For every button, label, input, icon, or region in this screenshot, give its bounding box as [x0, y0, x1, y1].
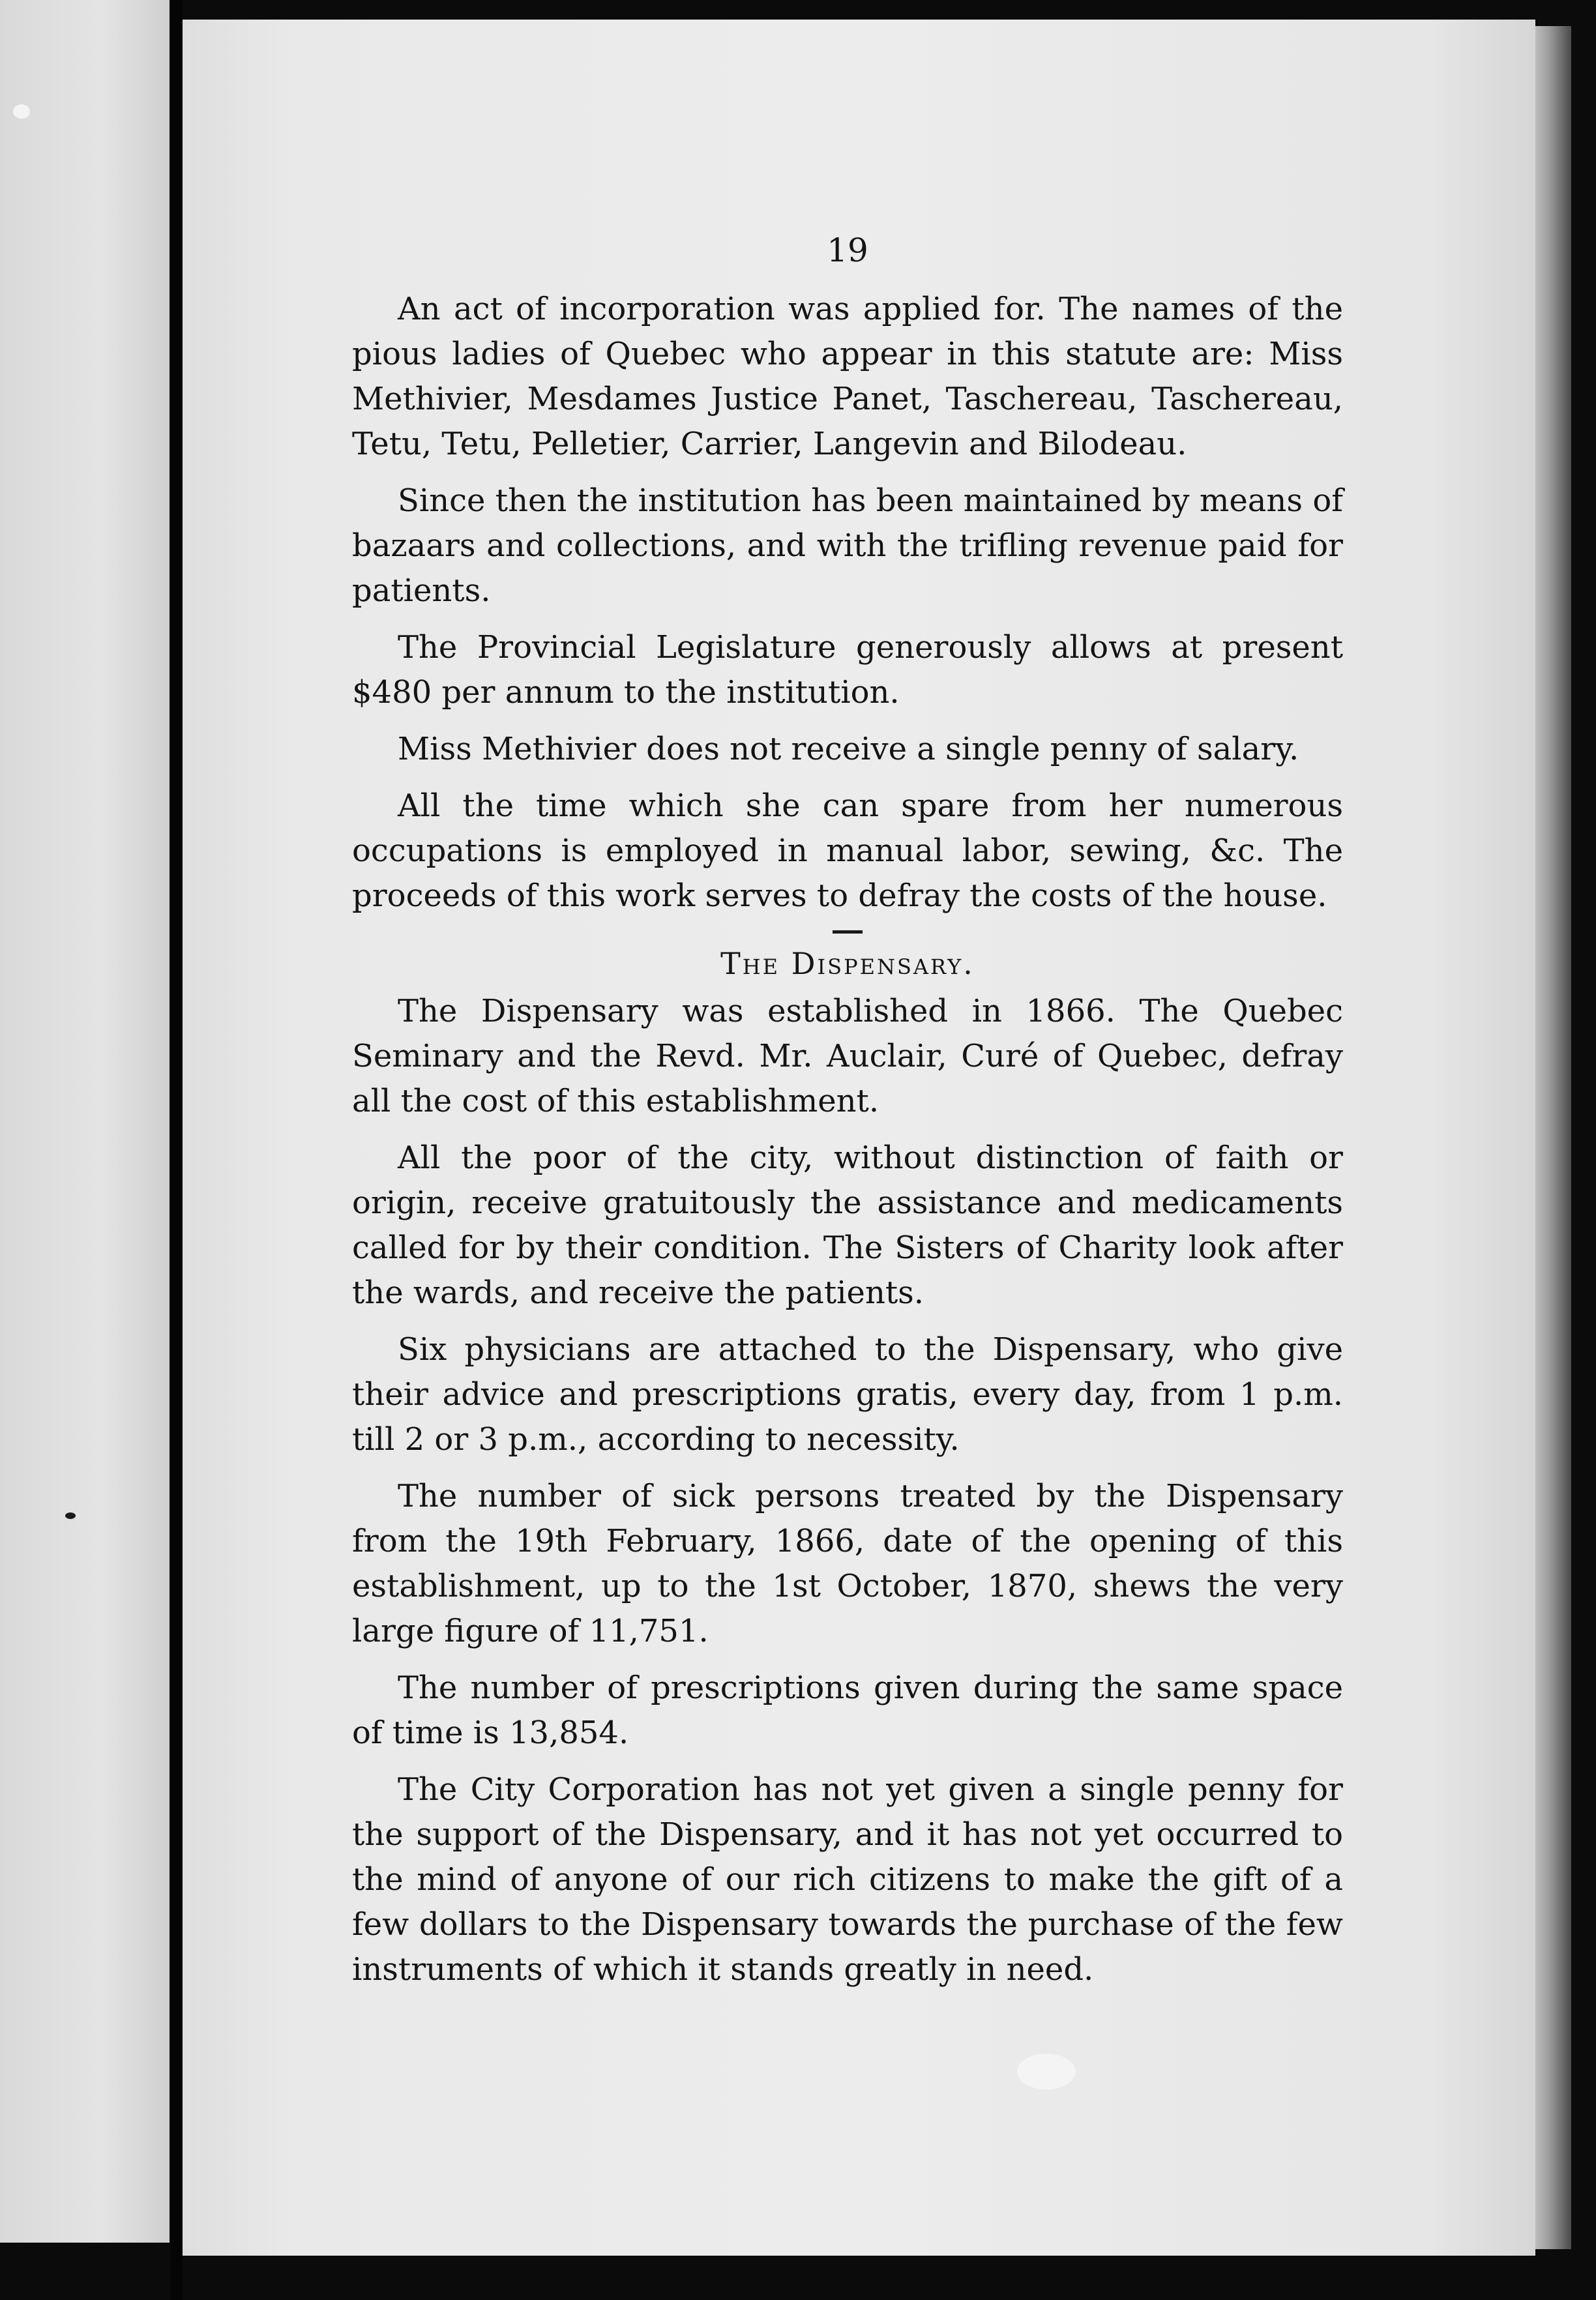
page-shadow-edge — [1535, 26, 1571, 2249]
paragraph: An act of incorporation was applied for. The names of the pious ladies of Quebec who appear in this statute are: Miss Methivier, Mesdames Justice Panet, Taschereau, Taschereau, Tetu, Tetu, Pelletier, Carrier, Langevin and Bilodeau. — [352, 291, 1343, 462]
paragraph: All the poor of the city, without distinction of faith or origin, receive gratuitously the assistance and medicaments called for by their condition. The Sisters of Charity look after the wards, and receive the patients. — [352, 1140, 1343, 1311]
binding-gutter — [171, 0, 183, 2300]
paragraph: The number of prescriptions given during the same space of time is 13,854. — [352, 1670, 1343, 1751]
ink-speck — [65, 1512, 76, 1519]
paragraph: The Provincial Legislature generously allows at present $480 per annum to the institution. — [352, 629, 1343, 711]
paragraph: The number of sick persons treated by the Dispensary from the 19th February, 1866, date of the opening of this establishment, up to the 1st October, 1870, shews the very large figure of 11,751. — [352, 1478, 1343, 1649]
paragraph: Six physicians are attached to the Dispensary, who give their advice and prescriptions gratis, every day, from 1 p.m. till 2 or 3 p.m., according to necessity. — [352, 1331, 1343, 1458]
facing-page-edge — [0, 0, 170, 2243]
paper-blemish — [13, 104, 30, 119]
paragraph: Since then the institution has been maintained by means of bazaars and collections, and with the trifling revenue paid for patients. — [352, 482, 1343, 609]
paragraph: All the time which she can spare from her numerous occupations is employed in manual labor, sewing, &c. The proceeds of this work serves to defray the costs of the house. — [352, 788, 1343, 914]
section-heading: The Dispensary. — [720, 946, 975, 981]
page-body — [352, 287, 1343, 2004]
section-divider — [833, 930, 863, 934]
paper-blemish — [1017, 2054, 1076, 2089]
paragraph: Miss Methivier does not receive a single penny of salary. — [398, 731, 1299, 767]
paragraph: The Dispensary was established in 1866. The Quebec Seminary and the Revd. Mr. Auclair, Curé of Quebec, defray all the cost of this establishment. — [352, 993, 1343, 1119]
page-number: 19 — [827, 231, 868, 269]
paragraph: The City Corporation has not yet given a single penny for the support of the Dispensary, and it has not yet occurred to the mind of anyone of our rich citizens to make the gift of a few dollars to the Dispensary towards the purchase of the few instruments of which it stands greatly in need. — [352, 1771, 1343, 1988]
